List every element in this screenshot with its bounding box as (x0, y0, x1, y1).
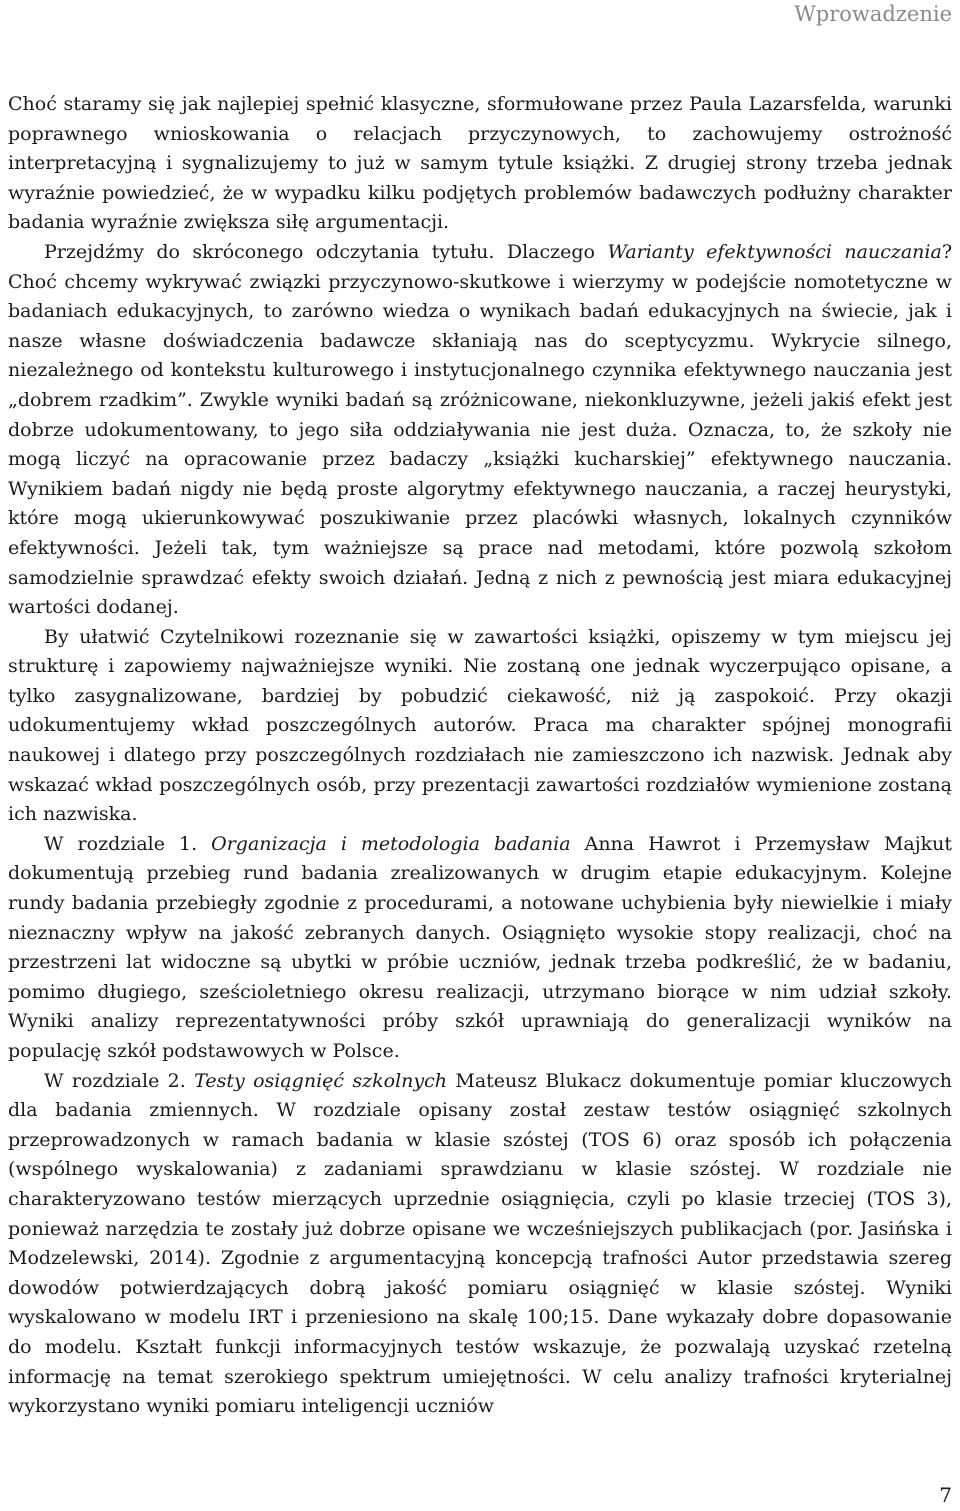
paragraph-text: By ułatwić Czytelnikowi rozeznanie się w zawartości książki, opiszemy w tym miejscu jej strukturę i zapowiemy najważniejsze wyniki. Nie zostaną one jednak wyczerpująco opisane, a tylko zasygnalizowane, bardziej by pobudzić ciekawość, niż ją zaspokoić. Przy okazji udokumentujemy wkład poszczególnych autorów. Praca ma charakter spójnej monografii naukowej i dlatego przy poszczególnych rozdziałach nie zamieszczono ich nazwisk. Jednak aby wskazać wkład poszczególnych osób, przy prezentacji zawartości rozdziałów wymienione zostaną ich nazwiska. (8, 625, 952, 826)
body-paragraph (8, 830, 952, 1067)
page-number: 7 (939, 1483, 952, 1507)
body-paragraph (8, 1067, 952, 1422)
running-header: Wprowadzenie (794, 2, 952, 26)
paragraph-text: Mateusz Blukacz dokumentuje pomiar kluczowych dla badania zmiennych. W rozdziale opisany został zestaw testów osiągnięć szkolnych przeprowadzonych w ramach badania w klasie szóstej (TOS 6) oraz sposób ich połączenia (wspólnego wyskalowania) z zadaniami sprawdzianu w klasie szóstej. W rozdziale nie charakteryzowano testów mierzących uprzednie osiągnięcia, czyli po klasie trzeciej (TOS 3), ponieważ narzędzia te zostały już dobrze opisane we wcześniejszych publikacjach (por. Jasińska i Modzelewski, 2014). Zgodnie z argumentacyjną koncepcją trafności Autor przedstawia szereg dowodów potwierdzających dobrą jakość pomiaru osiągnięć w klasie szóstej. Wyniki wyskalowano w modelu IRT i przeniesiono na skalę 100;15. Dane wykazały dobre dopasowanie do modelu. Kształt funkcji informacyjnych testów wskazuje, że pozwalają uzyskać rzetelną informację na temat szerokiego spektrum umiejętności. W celu analizy trafności kryterialnej wykorzystano wyniki pomiaru inteligencji uczniów (8, 1069, 952, 1418)
paragraph-text: Anna Hawrot i Przemysław Majkut dokumentują przebieg rund badania zrealizowanych w drugim etapie edukacyjnym. Kolejne rundy badania przebiegły zgodnie z procedurami, a notowane uchybienia były niewielkie i miały nieznaczny wpływ na jakość zebranych danych. Osiągnięto wysokie stopy realizacji, choć na przestrzeni lat widoczne są ubytki w próbie uczniów, jednak trzeba podkreślić, że w badaniu, pomimo długiego, sześcioletniego okresu realizacji, utrzymano biorące w nim udział szkoły. Wyniki analizy reprezentatywności próby szkół uprawniają do generalizacji wyników na populację szkół podstawowych w Polsce. (8, 832, 953, 1062)
paragraph-text: ? Choć chcemy wykrywać związki przyczynowo-skutkowe i wierzymy w podejście nomotetyczne w badaniach edukacyjnych, to zarówno wiedza o wynikach badań edukacyjnych na świecie, jak i nasze własne doświadczenia badawcze skłaniają nas do sceptycyzmu. Wykrycie silnego, niezależnego od kontekstu kulturowego i instytucjonalnego czynnika efektywnego nauczania jest „dobrem rzadkim”. Zwykle wyniki badań są zróżnicowane, niekonkluzywne, jeżeli jakiś efekt jest dobrze udokumentowany, to jego siła oddziaływania nie jest duża. Oznacza, to, że szkoły nie mogą liczyć na opracowanie przez badaczy „książki kucharskiej” efektywnego nauczania. Wynikiem badań nigdy nie będą proste algorytmy efektywnego nauczania, a raczej heurystyki, które mogą ukierunkowywać poszukiwanie przez placówki własnych, lokalnych czynników efektywności. Jeżeli tak, tym ważniejsze są prace nad metodami, które pozwolą szkołom samodzielnie sprawdzać efekty swoich działań. Jedną z nich z pewnością jest miara edukacyjnej wartości dodanej. (8, 240, 952, 619)
italic-title: Warianty efektywności nauczania (607, 240, 942, 263)
body-paragraph (8, 623, 952, 830)
paragraph-text: Choć staramy się jak najlepiej spełnić klasyczne, sformułowane przez Paula Lazarsfelda, warunki poprawnego wnioskowania o relacjach przyczynowych, to zachowujemy ostrożność interpretacyjną i sygnalizujemy to już w samym tytule książki. Z drugiej strony trzeba jednak wyraźnie powiedzieć, że w wypadku kilku podjętych problemów badawczych podłużny charakter badania wyraźnie zwiększa siłę argumentacji. (8, 93, 952, 234)
document-body (8, 90, 952, 1422)
paragraph-text: W rozdziale 1. (44, 832, 212, 855)
paragraph-text: Przejdźmy do skróconego odczytania tytułu. Dlaczego (44, 240, 608, 263)
italic-title: Organizacja i metodologia badania (211, 832, 571, 855)
body-paragraph (8, 90, 952, 238)
italic-title: Testy osiągnięć szkolnych (194, 1069, 448, 1092)
body-paragraph (8, 238, 952, 623)
paragraph-text: W rozdziale 2. (44, 1069, 195, 1092)
